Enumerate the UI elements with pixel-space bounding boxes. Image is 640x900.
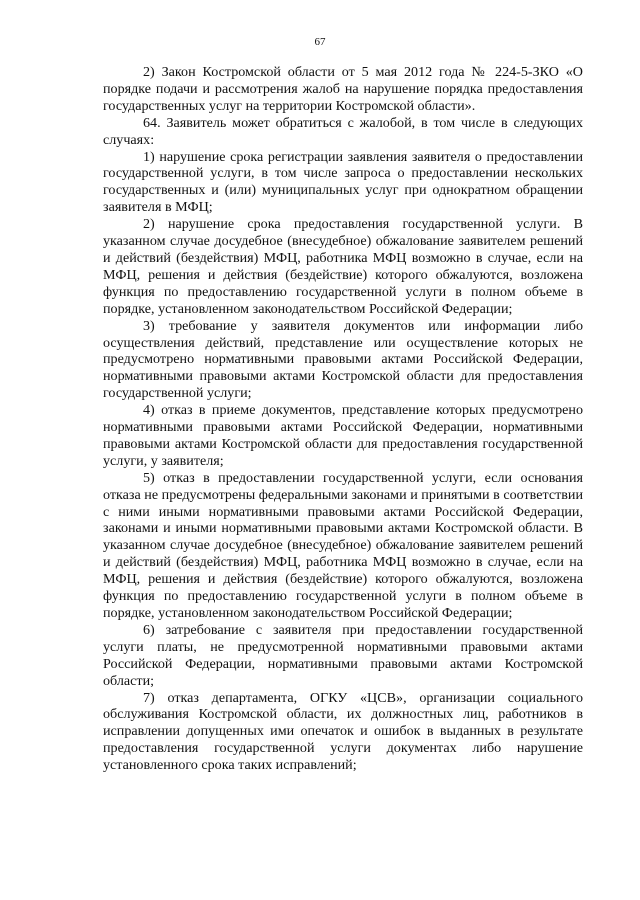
paragraph-case-3: 3) требование у заявителя документов или информации либо осуществления действий, представление или осуществление которых не предусмотрено нормативными правовыми актами Российской Федерации, нормативными правовыми актами Костромской области для предоставления государственной услуги; — [103, 317, 583, 402]
paragraph-case-5: 5) отказ в предоставлении государственной услуги, если основания отказа не предусмотрены федеральными законами и принятыми в соответствии с ними иными нормативными правовыми актами Российской Федерации, законами и иными нормативными правовыми актами Костромской области. В указанном случае досудебное (внесудебное) обжалование заявителем решений и действий (бездействия) МФЦ, работника МФЦ возможно в случае, если на МФЦ, решения и действия (бездействие) которого обжалуются, возложена функция по предоставлению государственной услуги в полном объеме в порядке, установленном законодательством Российской Федерации; — [103, 469, 583, 621]
paragraph-case-6: 6) затребование с заявителя при предоставлении государственной услуги платы, не предусмотренной нормативными правовыми актами Российской Федерации, нормативными правовыми актами Костромской области; — [103, 621, 583, 689]
paragraph-64-intro: 64. Заявитель может обратиться с жалобой, в том числе в следующих случаях: — [103, 114, 583, 148]
paragraph-law-reference: 2) Закон Костромской области от 5 мая 2012 года № 224-5-ЗКО «О порядке подачи и рассмотрения жалоб на нарушение порядка предоставления государственных услуг на территории Костромской области». — [103, 64, 583, 114]
paragraph-case-2: 2) нарушение срока предоставления государственной услуги. В указанном случае досудебное (внесудебное) обжалование заявителем решений и действий (бездействия) МФЦ, работника МФЦ возможно в случае, если на МФЦ, решения и действия (бездействие) которого обжалуются, возложена функция по предоставлению государственной услуги в полном объеме в порядке, установленном законодательством Российской Федерации; — [103, 216, 583, 317]
paragraph-case-4: 4) отказ в приеме документов, представление которых предусмотрено нормативными правовыми актами Российской Федерации, нормативными правовыми актами Костромской области для предоставления государственной услуги, у заявителя; — [103, 402, 583, 469]
paragraph-case-7: 7) отказ департамента, ОГКУ «ЦСВ», организации социального обслуживания Костромской области, их должностных лиц, работников в исправлении допущенных ими опечаток и ошибок в выданных в результате предоставления государственной услуги документах либо нарушение установленного срока таких исправлений; — [103, 689, 583, 774]
page-number: 67 — [314, 36, 326, 48]
paragraph-case-1: 1) нарушение срока регистрации заявления заявителя о предоставлении государственной услуги, в том числе запроса о предоставлении нескольких государственных и (или) муниципальных услуг при однократном обращении заявителя в МФЦ; — [103, 148, 583, 216]
document-body — [103, 64, 583, 774]
